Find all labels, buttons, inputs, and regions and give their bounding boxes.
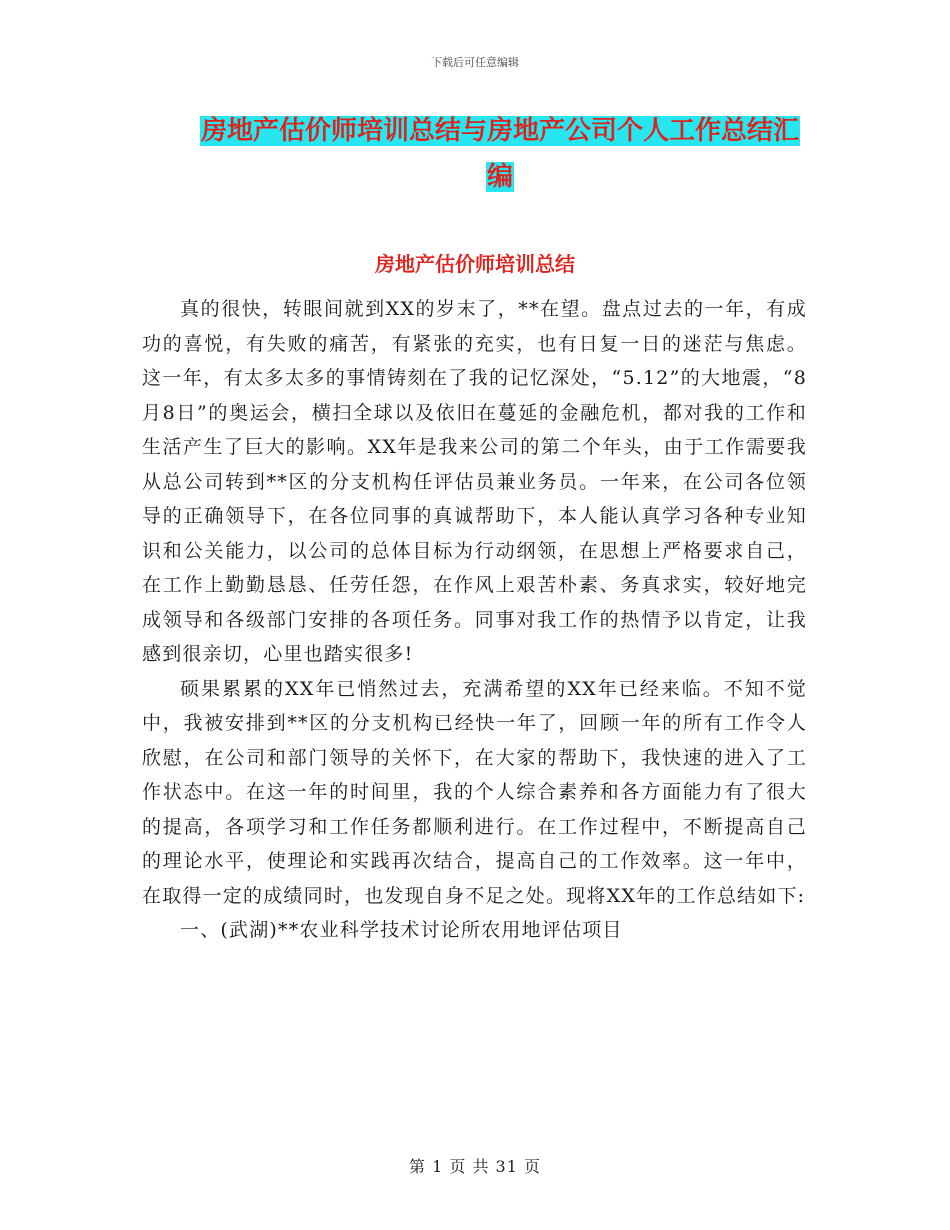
title-line-1: 房地产估价师培训总结与房地产公司个人工作总结汇 (200, 116, 799, 146)
header-note: 下载后可任意编辑 (431, 56, 519, 69)
page-footer: 第 1 页 共 31 页 (409, 1157, 541, 1176)
paragraph: 硕果累累的XX年已悄然过去，充满希望的XX年已经来临。不知不觉中，我被安排到**区的分支机构已经快一年了，回顾一年的所有工作令人欣慰，在公司和部门领导的关怀下，在大家的帮助下，我快速的进入了工作状态中。在这一年的时间里，我的个人综合素养和各方面能力有了很大的提高，各项学习和工作任务都顺利进行。在工作过程中，不断提高自己的理论水平，使理论和实践再次结合，提高自己的工作效率。这一年中，在取得一定的成绩同时，也发现自身不足之处。现将XX年的工作总结如下: (142, 677, 807, 907)
section-title: 房地产估价师培训总结 (375, 252, 575, 276)
paragraph: 一、(武湖)**农业科学技术讨论所农用地评估项目 (180, 919, 623, 941)
title-line-2: 编 (486, 162, 513, 192)
body-text (142, 292, 807, 948)
paragraph: 真的很快，转眼间就到XX的岁末了，**在望。盘点过去的一年，有成功的喜悦，有失败的痛苦，有紧张的充实，也有日复一日的迷茫与焦虑。这一年，有太多太多的事情铸刻在了我的记忆深处，“5.12”的大地震，“8月8日”的奥运会，横扫全球以及依旧在蔓延的金融危机，都对我的工作和生活产生了巨大的影响。XX年是我来公司的第二个年头，由于工作需要我从总公司转到**区的分支机构任评估员兼业务员。一年来，在公司各位领导的正确领导下，在各位同事的真诚帮助下，本人能认真学习各种专业知识和公关能力，以公司的总体目标为行动纲领，在思想上严格要求自己，在工作上勤勤恳恳、任劳任怨，在作风上艰苦朴素、务真求实，较好地完成领导和各级部门安排的各项任务。同事对我工作的热情予以肯定，让我感到很亲切，心里也踏实很多! (142, 298, 807, 665)
document-title (180, 108, 820, 200)
